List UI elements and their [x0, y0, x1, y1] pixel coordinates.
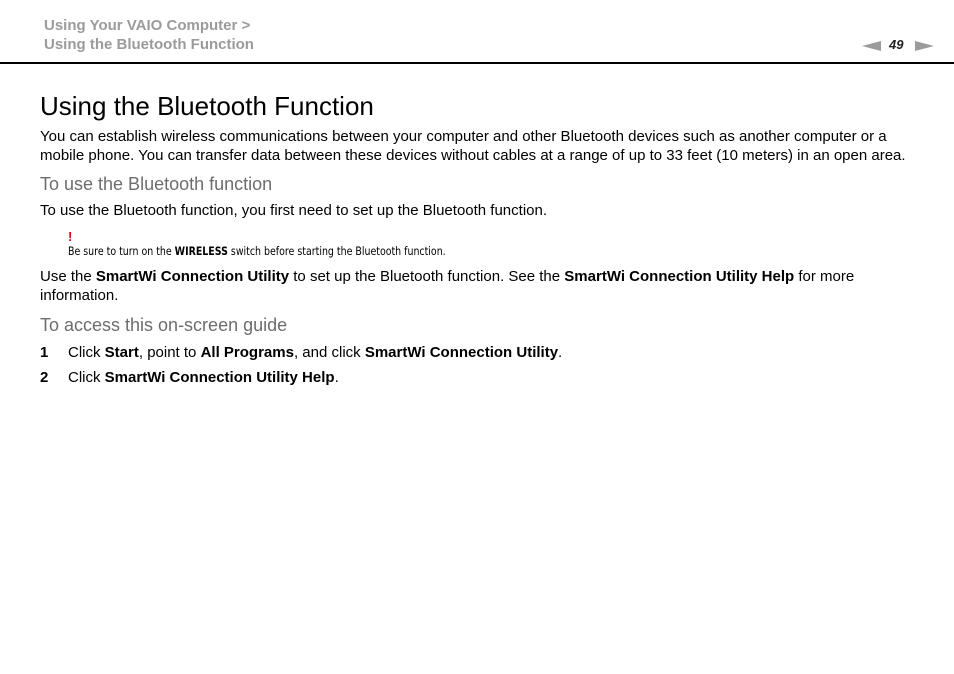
header-divider — [0, 62, 954, 64]
list-item — [40, 343, 920, 368]
page-content — [40, 90, 920, 393]
utility-paragraph: Use the SmartWi Connection Utility to set up the Bluetooth function. See the SmartWi Connection Utility Help for more information. — [40, 268, 855, 304]
step-text: Click SmartWi Connection Utility Help. — [68, 369, 339, 386]
section-heading-use-bluetooth: To use the Bluetooth function — [40, 174, 273, 194]
breadcrumb-section[interactable]: Using the Bluetooth Function — [44, 36, 254, 53]
intro-paragraph: You can establish wireless communications between your computer and other Bluetooth devices such as another computer or a mobile phone. You can transfer data between these devices without cables at a range of up to 33 feet (10 meters) in an open area. — [40, 128, 906, 164]
section-heading-access-guide: To access this on-screen guide — [40, 315, 288, 335]
utility-help-name: SmartWi Connection Utility Help — [564, 268, 795, 285]
page-title: Using the Bluetooth Function — [40, 91, 374, 121]
note-text: Be sure to turn on the WIRELESS switch before starting the Bluetooth function. — [68, 244, 446, 258]
triangle-right-icon[interactable] — [915, 41, 934, 51]
step-number: 2 — [40, 369, 49, 386]
setup-paragraph: To use the Bluetooth function, you first need to set up the Bluetooth function. — [40, 202, 548, 219]
step-number: 1 — [40, 344, 49, 361]
page-header — [0, 0, 954, 64]
note-wireless: WIRELESS — [174, 244, 228, 258]
list-item — [40, 368, 920, 393]
triangle-left-icon[interactable] — [862, 41, 881, 51]
steps-list — [40, 343, 920, 393]
step-text: Click Start, point to All Programs, and click SmartWi Connection Utility. — [68, 344, 563, 361]
note-block — [68, 230, 920, 258]
page-number: 49 — [889, 37, 904, 52]
warning-mark-icon: ! — [68, 229, 73, 244]
breadcrumb-chapter[interactable]: Using Your VAIO Computer > — [44, 17, 251, 34]
utility-name: SmartWi Connection Utility — [95, 268, 290, 285]
